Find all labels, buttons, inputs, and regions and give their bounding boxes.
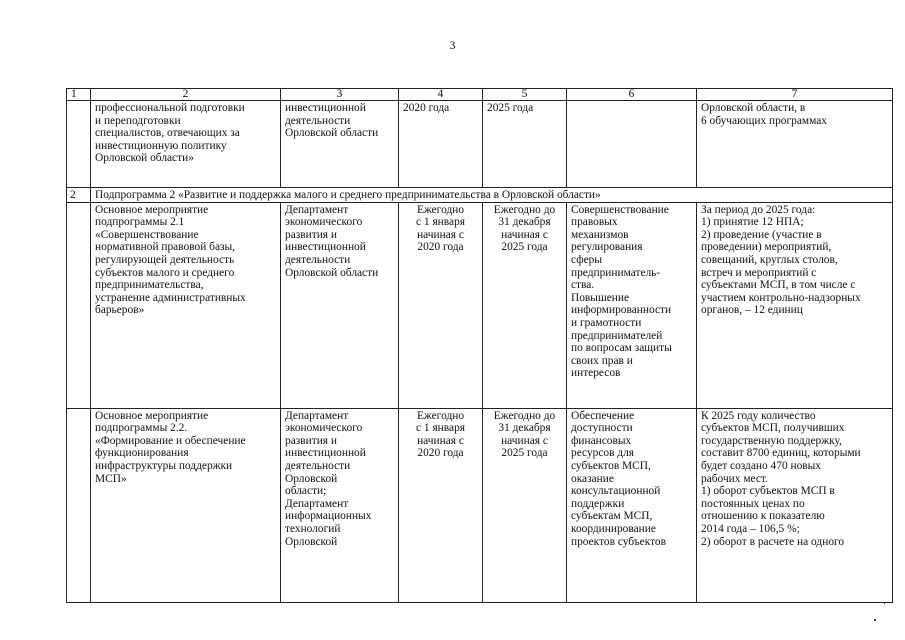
indicator-cell: Орловской области, в 6 обучающих программах bbox=[697, 101, 893, 188]
subprogram-title: Подпрограмма 2 «Развитие и поддержка малого и среднего предпринимательства в Орловской области» bbox=[91, 188, 893, 203]
table-row-continued bbox=[67, 101, 893, 188]
row-number-cell bbox=[67, 202, 91, 408]
header-cell-4: 4 bbox=[399, 89, 483, 101]
indicator-cell: К 2025 году количество субъектов МСП, получивших государственную поддержку, составит 8700 единиц, которыми будет создано 470 новых рабочих мест. 1) оборот субъектов МСП в постоянных ценах по отношению к показателю 2014 года – 106,5 %; 2) оборот в расчете на одного bbox=[697, 408, 893, 602]
end-date-cell: Ежегодно до 31 декабря начиная с 2025 года bbox=[483, 202, 567, 408]
executor-cell: Департамент экономического развития и инвестиционной деятельности Орловской области bbox=[281, 202, 399, 408]
header-cell-5: 5 bbox=[483, 89, 567, 101]
subprogram-row bbox=[67, 188, 893, 203]
row-number-cell bbox=[67, 101, 91, 188]
header-cell-3: 3 bbox=[281, 89, 399, 101]
table-row-2-1 bbox=[67, 202, 893, 408]
scan-speck bbox=[884, 603, 885, 604]
subprogram-number: 2 bbox=[67, 188, 91, 203]
indicator-cell: За период до 2025 года: 1) принятие 12 НПА; 2) проведение (участие в проведении) мероприятий, совещаний, круглых столов, встреч и мероприятий с субъектами МСП, в том числе с участием контрольно-надзорных органов, – 12 единиц bbox=[697, 202, 893, 408]
scan-speck bbox=[874, 619, 876, 621]
expected-result-cell: Обеспечение доступности финансовых ресурсов для субъектов МСП, оказание консультационной поддержки субъектам МСП, координирование проектов субъектов bbox=[567, 408, 697, 602]
header-cell-2: 2 bbox=[91, 89, 281, 101]
end-date-cell: Ежегодно до 31 декабря начиная с 2025 года bbox=[483, 408, 567, 602]
expected-result-cell: Совершенствование правовых механизмов регулирования сферы предприниматель- ства. Повышение информированности и грамотности предпринимателей по вопросам защиты своих прав и интересов bbox=[567, 202, 697, 408]
executor-cell: инвестиционной деятельности Орловской области bbox=[281, 101, 399, 188]
end-date-cell: 2025 года bbox=[483, 101, 567, 188]
table-row-2-2 bbox=[67, 408, 893, 602]
header-cell-7: 7 bbox=[697, 89, 893, 101]
header-cell-6: 6 bbox=[567, 89, 697, 101]
page-number: 3 bbox=[449, 38, 456, 52]
measure-name-cell: Основное мероприятие подпрограммы 2.1 «Совершенствование нормативной правовой базы, регулирующей деятельность субъектов малого и среднего предпринимательства, устранение административных барьеров» bbox=[91, 202, 281, 408]
measure-name-cell: профессиональной подготовки и переподготовки специалистов, отвечающих за инвестиционную политику Орловской области» bbox=[91, 101, 281, 188]
table-header-row bbox=[67, 89, 893, 101]
expected-result-cell bbox=[567, 101, 697, 188]
start-date-cell: 2020 года bbox=[399, 101, 483, 188]
measure-name-cell: Основное мероприятие подпрограммы 2.2. «Формирование и обеспечение функционирования инфраструктуры поддержки МСП» bbox=[91, 408, 281, 602]
row-number-cell bbox=[67, 408, 91, 602]
header-cell-1: 1 bbox=[67, 89, 91, 101]
executor-cell: Департамент экономического развития и инвестиционной деятельности Орловской области; Департамент информационных технологий Орловской bbox=[281, 408, 399, 602]
start-date-cell: Ежегодно с 1 января начиная с 2020 года bbox=[399, 202, 483, 408]
start-date-cell: Ежегодно с 1 января начиная с 2020 года bbox=[399, 408, 483, 602]
measures-table bbox=[66, 88, 893, 603]
